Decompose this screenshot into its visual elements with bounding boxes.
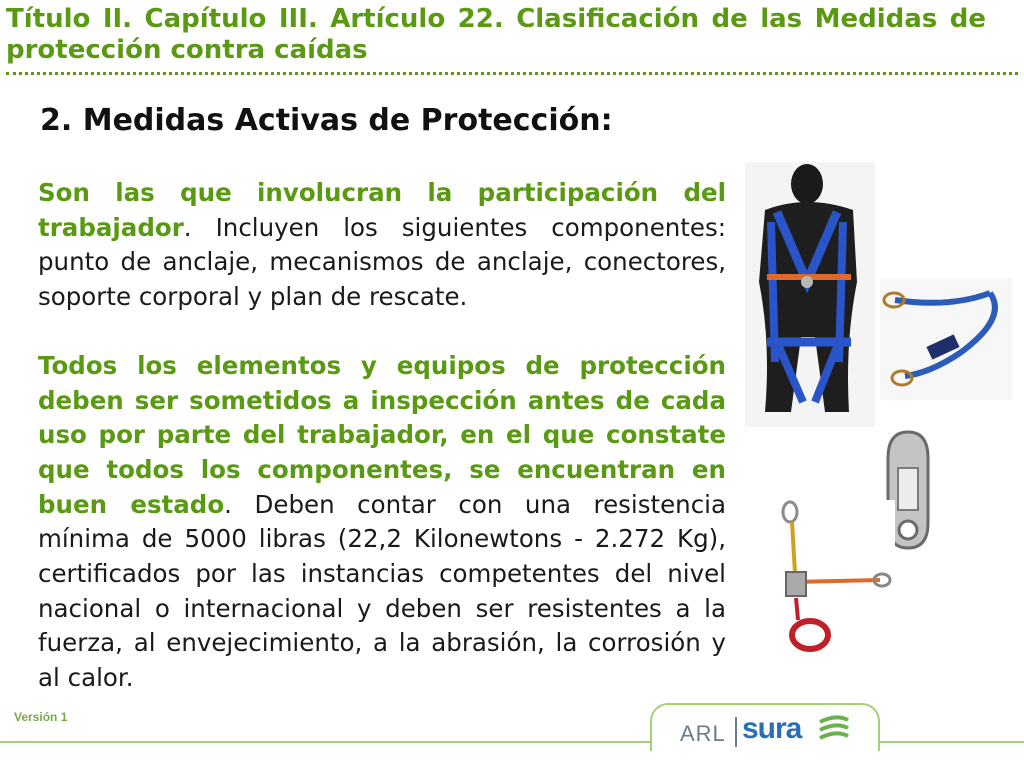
paragraph-2-highlight: Todos los elementos y equipos de protección deben ser sometidos a inspección antes de cada uso por parte del trabajador, en el que constate que todos los componentes, se encuentran en buen estado (38, 350, 726, 519)
lanyard-photo (880, 278, 1012, 400)
paragraph-2-rest: . Deben contar con una resistencia mínima de 5000 libras (22,2 Kilonewtons - 2.272 Kg), certificados por las instancias competentes del nivel nacional o internacional y deben ser resistentes a la fuerza, al envejecimiento, a la abrasión, la corrosión y al calor. (38, 489, 726, 693)
lifeline-photo (770, 500, 895, 660)
harness-photo (745, 162, 875, 427)
title-divider (6, 72, 1018, 75)
section-subtitle: 2. Medidas Activas de Protección: (40, 103, 613, 138)
sura-logo-icon (816, 712, 852, 746)
version-label: Versión 1 (14, 710, 68, 724)
body-text (38, 176, 726, 696)
logo-arl-text: ARL (680, 721, 726, 746)
paragraph-1-highlight: Son las que involucran la participación del trabajador (38, 178, 726, 242)
logo-sura-text: sura (742, 712, 802, 745)
logo-separator (735, 717, 737, 747)
paragraph-2 (38, 349, 726, 696)
paragraph-1 (38, 176, 726, 315)
page-title: Título II. Capítulo III. Artículo 22. Clasificación de las Medidas de protección contra caídas (6, 4, 986, 65)
paragraph-1-rest: . Incluyen los siguientes componentes: punto de anclaje, mecanismos de anclaje, conectores, soporte corporal y plan de rescate. (38, 212, 726, 312)
